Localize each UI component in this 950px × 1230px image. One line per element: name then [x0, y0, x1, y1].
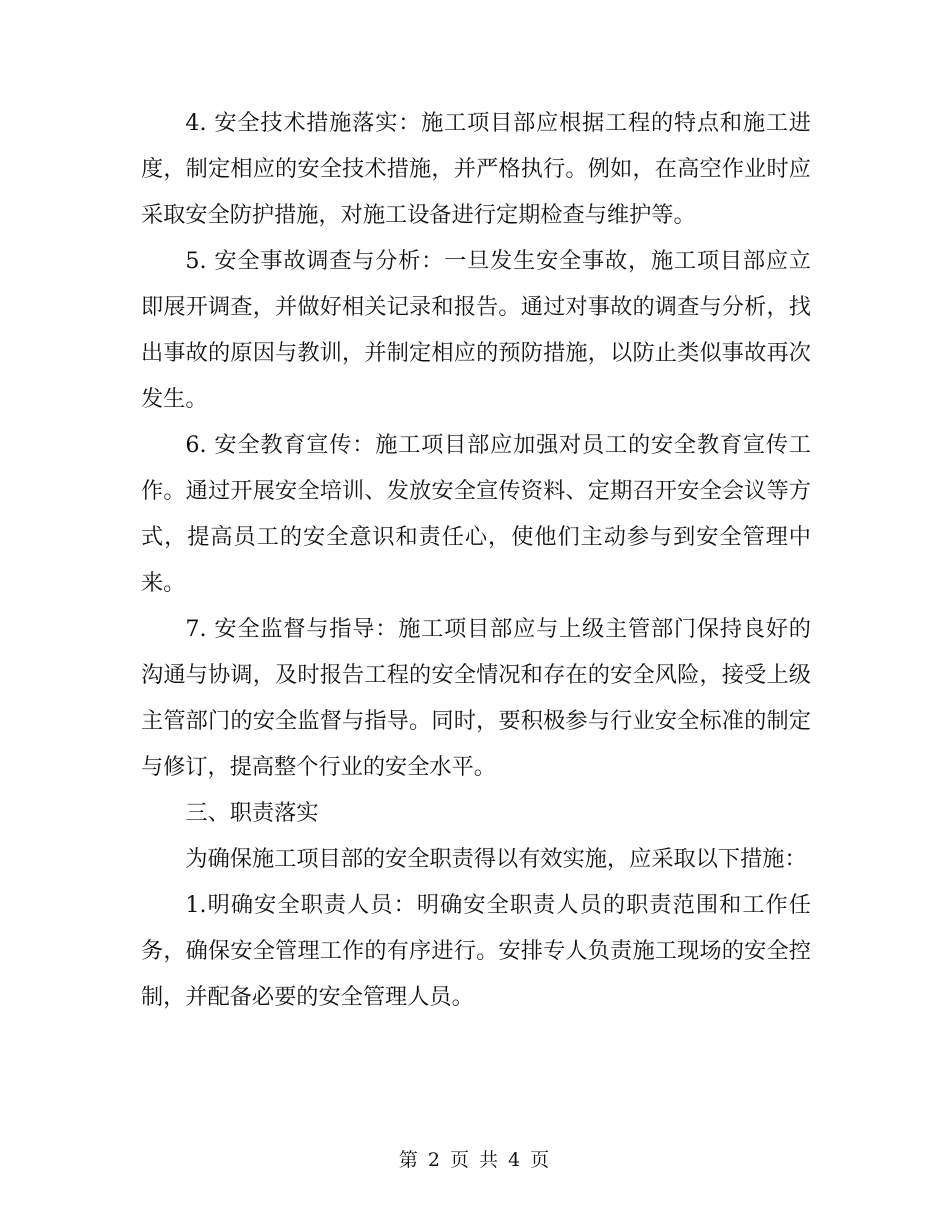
paragraph-item-7: 7. 安全监督与指导：施工项目部应与上级主管部门保持良好的沟通与协调，及时报告工程的安全情况和存在的安全风险，接受上级主管部门的安全监督与指导。同时，要积极参与行业安全标准的制定与修订，提高整个行业的安全水平。 [141, 616, 811, 780]
section-intro: 为确保施工项目部的安全职责得以有效实施，应采取以下措施： [185, 846, 807, 872]
paragraph-item-5: 5. 安全事故调查与分析：一旦发生安全事故，施工项目部应立即展开调查，并做好相关记录和报告。通过对事故的调查与分析，找出事故的原因与教训，并制定相应的预防措施，以防止类似事故再次发生。 [141, 248, 811, 412]
document-body [141, 100, 811, 1020]
section-heading: 三、职责落实 [185, 800, 319, 826]
measure-item-1: 1.明确安全职责人员：明确安全职责人员的职责范围和工作任务，确保安全管理工作的有序进行。安排专人负责施工现场的安全控制，并配备必要的安全管理人员。 [141, 892, 811, 1010]
page-number-footer: 第 2 页 共 4 页 [398, 1149, 552, 1171]
paragraph-item-4: 4. 安全技术措施落实：施工项目部应根据工程的特点和施工进度，制定相应的安全技术措施，并严格执行。例如，在高空作业时应采取安全防护措施，对施工设备进行定期检查与维护等。 [141, 110, 811, 228]
paragraph-item-6: 6. 安全教育宣传：施工项目部应加强对员工的安全教育宣传工作。通过开展安全培训、发放安全宣传资料、定期召开安全会议等方式，提高员工的安全意识和责任心，使他们主动参与到安全管理中来。 [141, 432, 811, 596]
